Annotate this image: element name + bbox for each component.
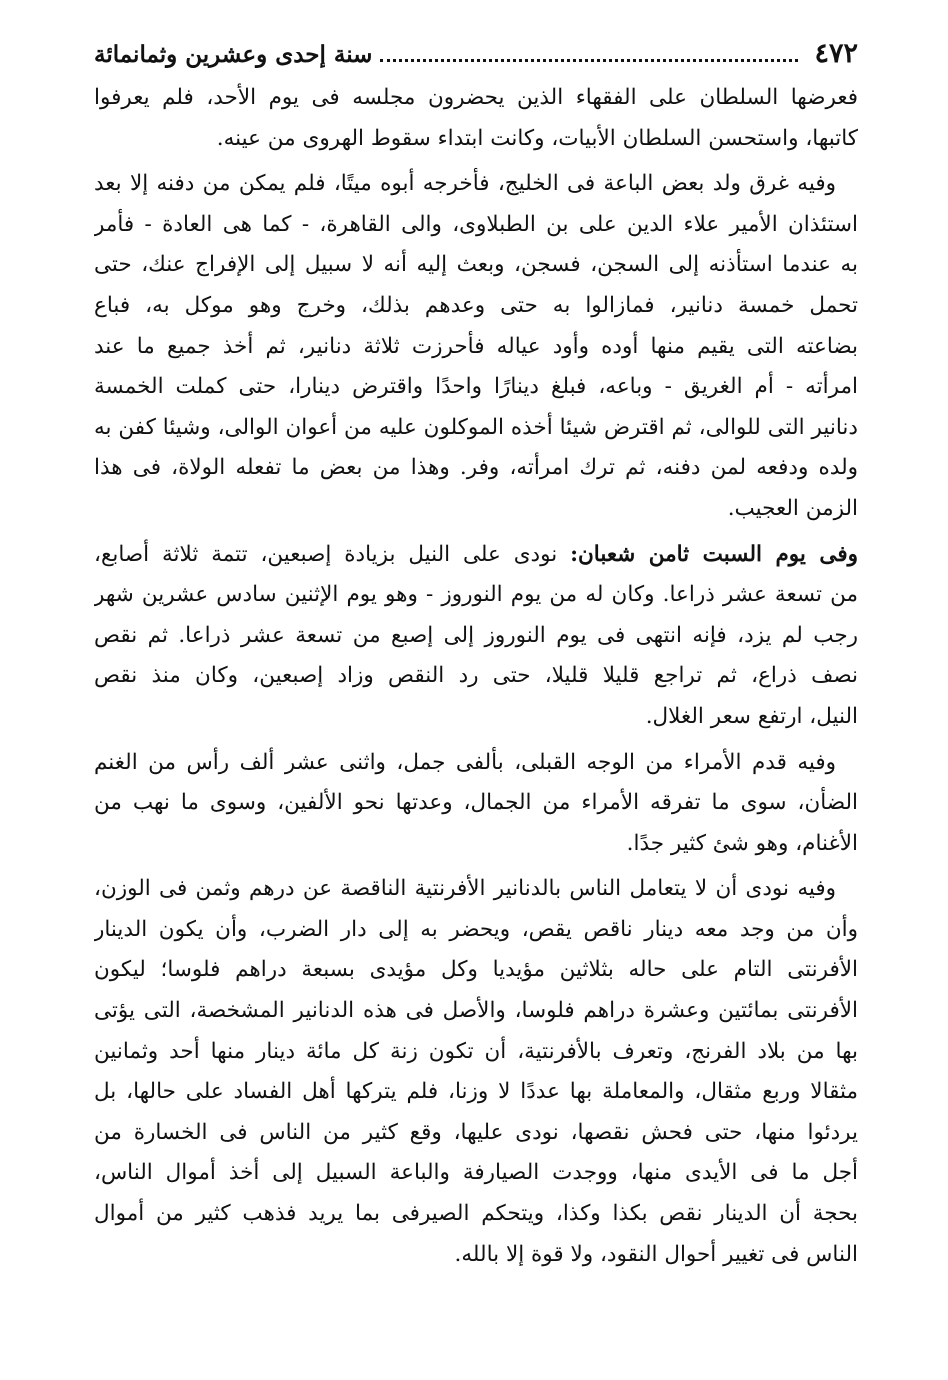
text-line: وفيه نودى أن لا يتعامل الناس بالدنانير الأفرنتية الناقصة عن درهم وثمن فى الوزن، — [94, 876, 836, 902]
page-number: ٤٧٢ — [814, 38, 858, 69]
text-line: أجل ما فى الأيدى منها، ووجدت الصيارفة والباعة السبيل إلى أخذ أموال الناس، — [94, 1160, 858, 1186]
text-line: وفيه غرق ولد بعض الباعة فى الخليج، فأخرجه أبوه ميتًا، فلم يمكن من دفنه إلا بعد — [94, 171, 836, 197]
text-line: بحجة أن الدينار نقص بكذا وكذا، ويتحكم الصيرفى بما يريد فذهب كثير من أموال — [94, 1201, 858, 1227]
text-line: الزمن العجيب. — [727, 495, 858, 521]
text-line: رجب لم يزد، فإنه انتهى فى يوم النوروز إلى إصبع من تسعة عشر ذراعا. ثم نقص — [94, 622, 858, 648]
text-line: وفيه قدم الأمراء من الوجه القبلى، بألفى جمل، واثنى عشر ألف رأس من الغنم — [94, 749, 836, 775]
text-line: امرأته - أم الغريق - وباعه، فبلغ دينارًا واحدًا واقترض دينارا، حتى كملت الخمسة — [94, 374, 858, 400]
text-line: فعرضها السلطان على الفقهاء الذين يحضرون مجلسه فى يوم الأحد، فلم يعرفوا — [94, 85, 858, 110]
text-line-rest: نودى على النيل بزيادة إصبعين، تتمة ثلاثة أصابع، — [94, 541, 558, 567]
text-line: نصف ذراع، ثم تراجع قليلا قليلا، حتى رد النقص وزاد إصبعين، وكان منذ نقص — [94, 663, 858, 689]
text-line: مثقالا وربع مثقال، والمعاملة بها عددًا لا وزنا، فلم يتركها أهل الفساد على حالها، بل — [94, 1079, 858, 1105]
paragraph-lead: وفى يوم السبت ثامن شعبان: — [570, 541, 858, 567]
text-line: كاتبها، واستحسن السلطان الأبيات، وكانت ابتداء سقوط الهروى من عينه. — [216, 125, 858, 151]
text-line: ولده ودفعه لمن دفنه، ثم ترك امرأته، وفر. وهذا من بعض ما تفعله الولاة، فى هذا — [94, 455, 858, 481]
text-line: الضأن، سوى ما تفرقه الأمراء من الجمال، وعدتها نحو الألفين، وسوى ما نهب من — [94, 790, 858, 816]
text-line: الأفرنتى بمائتين وعشرة دراهم فلوسا، والأصل فى هذه الدنانير المشخصة، التى يؤتى — [94, 998, 858, 1024]
text-line — [94, 535, 858, 576]
paragraph — [94, 164, 858, 529]
text-line: دنانير التى للوالى، ثم اقترض شيئا أخذه الموكلون عليه من أعوان الوالى، وشيئا كفن به — [94, 414, 858, 440]
text-line: به عندما استأذنه إلى السجن، فسجن، وبعث إليه أنه لا سبيل إلى الإفراج عنك، حتى — [94, 252, 858, 278]
text-line: استئذان الأمير علاء الدين على بن الطبلاوى، والى القاهرة، - كما هى العادة - فأمر — [94, 211, 858, 237]
text-line: النيل، ارتفع سعر الغلال. — [645, 703, 858, 729]
text-line: بها من بلاد الفرنج، وتعرف بالأفرنتية، أن تكون زنة كل مائة دينار منها أحد وثمانين — [94, 1038, 858, 1064]
text-line: من تسعة عشر ذراعا. وكان له من يوم النوروز - وهو يوم الإثنين سادس عشرين شهر — [94, 582, 858, 608]
text-line: يردئوا منها، حتى فحش نقصها، نودى عليها، وقع كثير من الناس فى الخسارة من — [94, 1119, 858, 1145]
running-title: سنة إحدى وعشرين وثمانمائة — [94, 41, 373, 68]
text-line: الأغنام، وهو شئ كثير جدًا. — [626, 830, 858, 856]
leader-dots — [380, 59, 798, 62]
text-line: تحمل خمسة دنانير، فمازالوا به حتى وعدهم بذلك، وخرج وهو موكل به، فباع — [94, 292, 858, 318]
paragraph — [94, 869, 858, 1275]
text-line: بضاعته التى يقيم منها أوده وأود عياله فأحرزت ثلاثة دنانير، ثم أخذ جميع ما عند — [94, 333, 858, 359]
text-line: وأن من وجد معه دينار ناقص يقص، ويحضر به إلى دار الضرب، وأن يكون الدينار — [94, 916, 858, 942]
paragraph — [94, 78, 858, 159]
running-header — [94, 38, 858, 78]
paragraph — [94, 535, 858, 738]
book-page — [94, 38, 858, 1275]
text-line: الأفرنتى التام على حاله بثلاثين مؤيديا وكل مؤيدى بسبعة دراهم فلوسا؛ ليكون — [94, 957, 858, 983]
paragraph — [94, 743, 858, 865]
text-line: الناس فى تغيير أحوال النقود، ولا قوة إلا بالله. — [454, 1241, 858, 1267]
